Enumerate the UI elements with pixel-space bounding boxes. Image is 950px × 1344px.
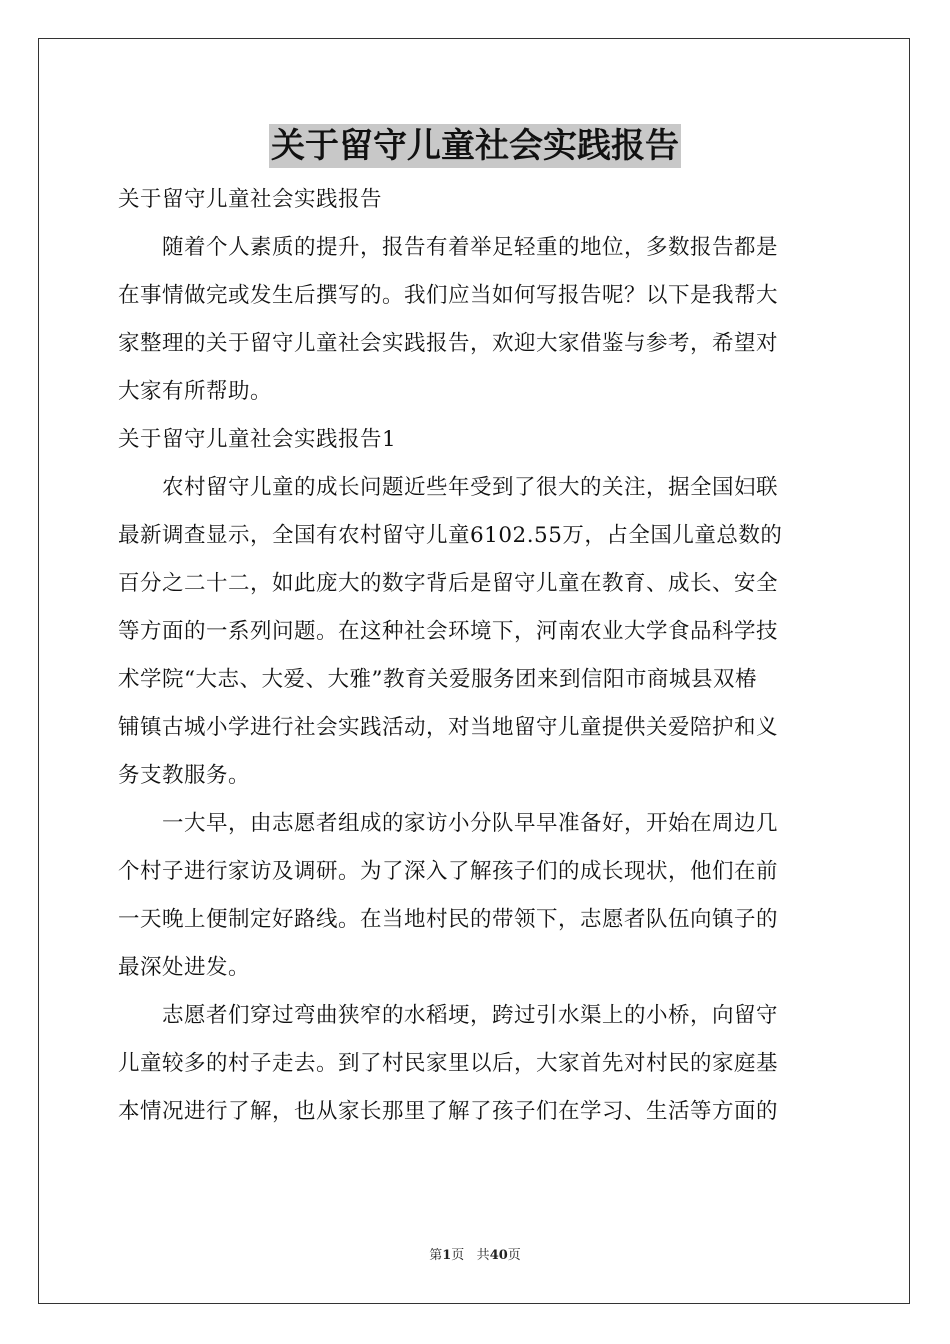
text-line: 百分之二十二，如此庞大的数字背后是留守儿童在教育、成长、安全: [118, 571, 779, 596]
document-body: [118, 176, 834, 1136]
text-line: 最新调查显示，全国有农村留守儿童6102.55万，占全国儿童总数的: [118, 523, 783, 548]
footer-total-prefix: 共: [476, 1248, 490, 1263]
text-line: 关于留守儿童社会实践报告: [118, 187, 383, 212]
text-line: 关于留守儿童社会实践报告1: [118, 427, 397, 452]
text-line: 术学院“大志、大爱、大雅”教育关爱服务团来到信阳市商城县双椿: [118, 667, 757, 692]
footer-total-suffix: 页: [507, 1248, 521, 1263]
text-line: 个村子进行家访及调研。为了深入了解孩子们的成长现状，他们在前: [118, 859, 779, 884]
document-title: 关于留守儿童社会实践报告: [271, 126, 679, 166]
text-line: 务支教服务。: [118, 763, 251, 788]
text-line: 随着个人素质的提升，报告有着举足轻重的地位，多数报告都是: [162, 235, 779, 260]
footer-page-suffix: 页: [451, 1248, 465, 1263]
title-container: [0, 124, 950, 168]
text-line: 本情况进行了解，也从家长那里了解了孩子们在学习、生活等方面的: [118, 1099, 779, 1124]
text-line: 家整理的关于留守儿童社会实践报告，欢迎大家借鉴与参考，希望对: [118, 331, 779, 356]
footer-page-prefix: 第: [429, 1248, 443, 1263]
text-line: 一大早，由志愿者组成的家访小分队早早准备好，开始在周边几: [162, 811, 779, 836]
footer-page-number: 1: [442, 1248, 452, 1263]
footer-total-pages: 40: [489, 1248, 508, 1263]
text-line: 一天晚上便制定好路线。在当地村民的带领下，志愿者队伍向镇子的: [118, 907, 779, 932]
text-line: 最深处进发。: [118, 955, 251, 980]
text-line: 铺镇古城小学进行社会实践活动，对当地留守儿童提供关爱陪护和义: [118, 715, 779, 740]
text-line: 农村留守儿童的成长问题近些年受到了很大的关注，据全国妇联: [162, 475, 779, 500]
page-footer: [0, 1244, 950, 1263]
text-line: 儿童较多的村子走去。到了村民家里以后，大家首先对村民的家庭基: [118, 1051, 779, 1076]
text-line: 大家有所帮助。: [118, 379, 273, 404]
text-line: 在事情做完或发生后撰写的。我们应当如何写报告呢？以下是我帮大: [118, 283, 779, 308]
text-line: 志愿者们穿过弯曲狭窄的水稻埂，跨过引水渠上的小桥，向留守: [162, 1003, 779, 1028]
text-line: 等方面的一系列问题。在这种社会环境下，河南农业大学食品科学技: [118, 619, 779, 644]
